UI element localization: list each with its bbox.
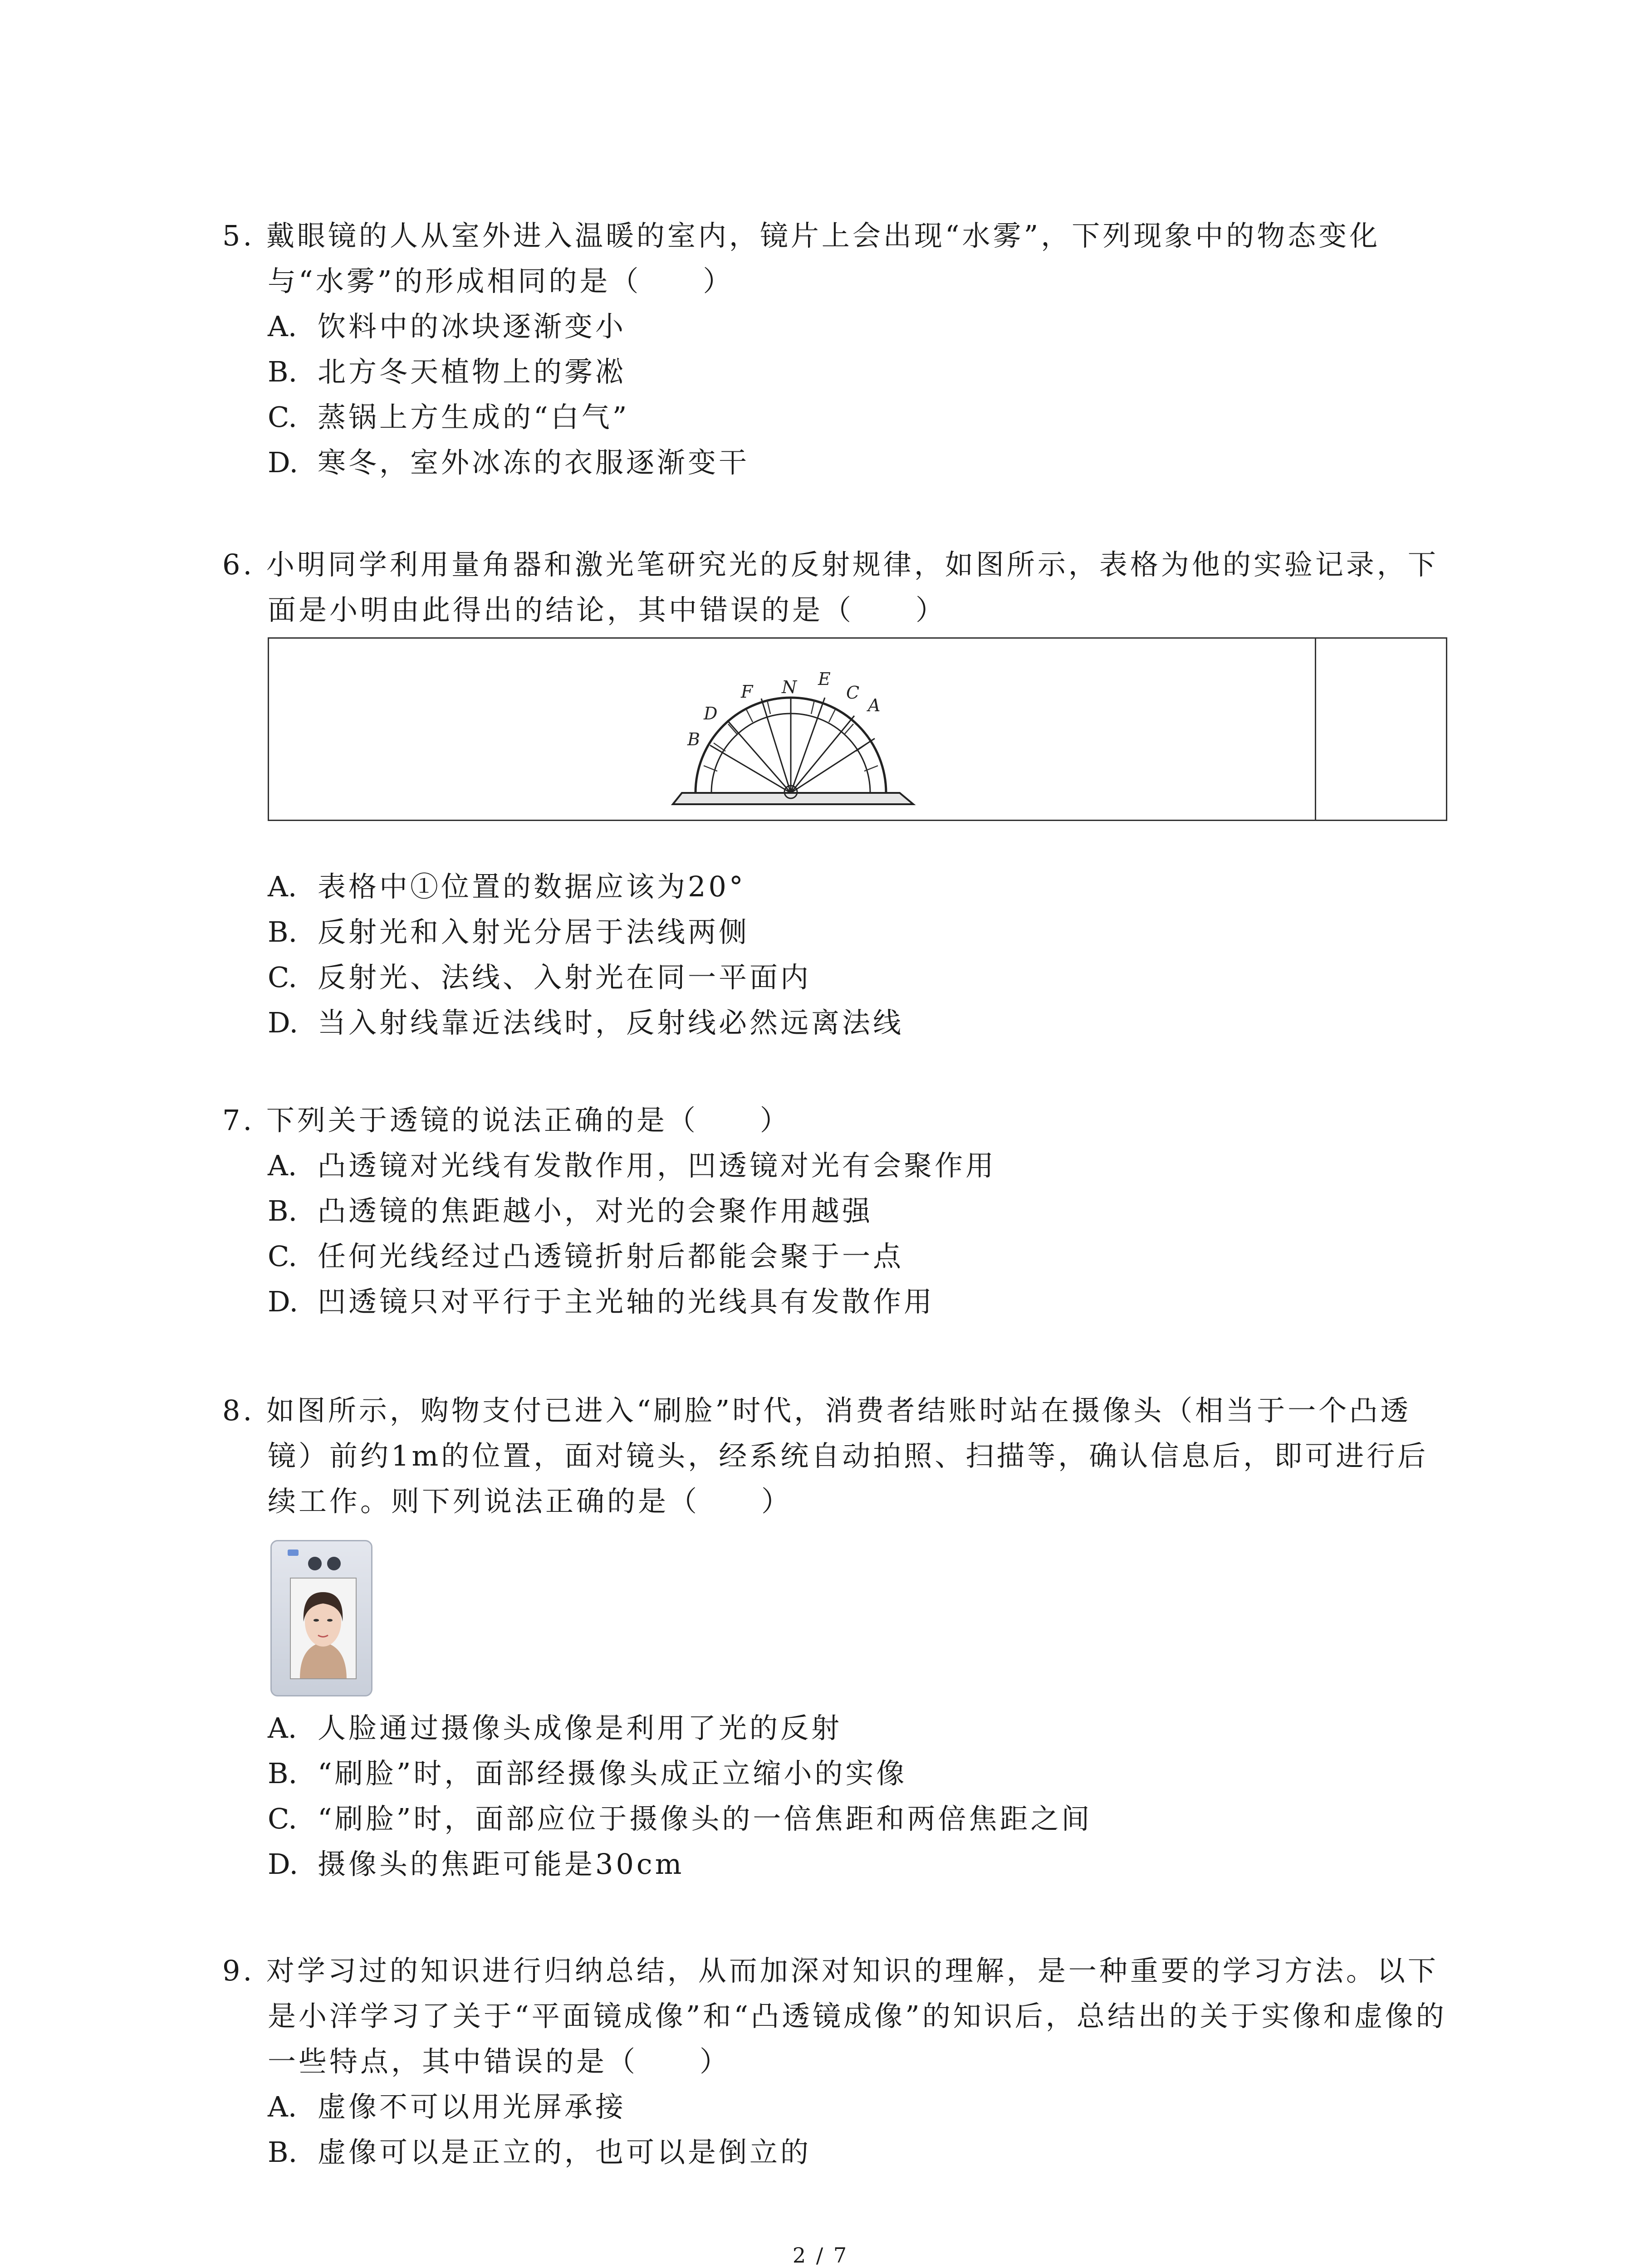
option-d: D. 凹透镜只对平行于主光轴的光线具有发散作用	[268, 1285, 935, 1318]
option-c: C. 反射光、法线、入射光在同一平面内	[268, 961, 812, 994]
question-stem: 8. 如图所示，购物支付已进入“刷脸”时代，消费者结账时站在摄像头（相当于一个凸透镜）前约1m的位置，面对镜头，经系统自动拍照、扫描等，确认信息后，即可进行后续工作。则下列说法正确的是（ ）	[222, 1394, 1429, 1518]
camera-sensor-icon	[327, 1557, 341, 1570]
question-5	[222, 213, 1447, 485]
label-a: A	[868, 695, 881, 715]
option-b: B. “刷脸”时，面部经摄像头成正立缩小的实像	[268, 1757, 907, 1790]
question-stem: 7. 下列关于透镜的说法正确的是（ ）	[222, 1104, 791, 1137]
face-portrait-icon	[291, 1579, 356, 1678]
face-payment-device-image	[270, 1540, 372, 1696]
camera-lens-icon	[308, 1557, 322, 1570]
option-b: B. 凸透镜的焦距越小，对光的会聚作用越强	[268, 1194, 873, 1227]
option-c: C. “刷脸”时，面部应位于摄像头的一倍焦距和两倍焦距之间	[268, 1802, 1092, 1835]
question-9	[222, 1948, 1447, 2175]
question-8	[222, 1388, 1447, 1524]
question-stem: 6. 小明同学利用量角器和激光笔研究光的反射规律，如图所示，表格为他的实验记录，下面是小明由此得出的结论，其中错误的是（ ）	[222, 548, 1439, 626]
label-d: D	[704, 704, 718, 723]
option-d: D. 当入射线靠近法线时，反射线必然远离法线	[268, 1006, 904, 1039]
question-6	[222, 542, 1447, 633]
question-8-options	[222, 1706, 1447, 1887]
protractor-diagram	[668, 648, 922, 816]
option-d: D. 寒冬，室外冰冻的衣服逐渐变干	[268, 446, 750, 479]
page-number: 2 / 7	[792, 2243, 849, 2268]
option-a: A. 表格中①位置的数据应该为20°	[268, 870, 746, 903]
question-7	[222, 1098, 1447, 1325]
option-a: A. 凸透镜对光线有发散作用，凹透镜对光有会聚作用	[268, 1149, 997, 1182]
label-b: B	[687, 729, 700, 749]
label-e: E	[818, 669, 831, 689]
option-c: C. 蒸锅上方生成的“白气”	[268, 401, 630, 434]
question-stem: 9. 对学习过的知识进行归纳总结，从而加深对知识的理解，是一种重要的学习方法。以下是小洋学习了关于“平面镜成像”和“凸透镜成像”的知识后，总结出的关于实像和虚像的一些特点，其中错误的是（ ）	[222, 1954, 1447, 2078]
question-stem: 5. 戴眼镜的人从室外进入温暖的室内，镜片上会出现“水雾”，下列现象中的物态变化与“水雾”的形成相同的是（ ）	[222, 219, 1381, 298]
label-c: C	[846, 683, 860, 703]
option-a: A. 饮料中的冰块逐渐变小	[268, 310, 627, 343]
experiment-figure-table	[268, 637, 1447, 821]
option-c: C. 任何光线经过凸透镜折射后都能会聚于一点	[268, 1240, 904, 1273]
option-b: B. 反射光和入射光分居于法线两侧	[268, 915, 750, 948]
device-screen	[290, 1578, 357, 1679]
option-d: D. 摄像头的焦距可能是30cm	[268, 1848, 685, 1881]
question-6-options	[222, 864, 1447, 1046]
option-b: B. 虚像可以是正立的，也可以是倒立的	[268, 2136, 812, 2169]
table-divider	[1315, 639, 1316, 820]
option-a: A. 人脸通过摄像头成像是利用了光的反射	[268, 1711, 843, 1745]
label-f: F	[741, 682, 753, 702]
label-n: N	[782, 677, 797, 697]
option-b: B. 北方冬天植物上的雾凇	[268, 355, 627, 388]
device-logo-icon	[288, 1549, 299, 1556]
option-a: A. 虚像不可以用光屏承接	[268, 2090, 627, 2123]
